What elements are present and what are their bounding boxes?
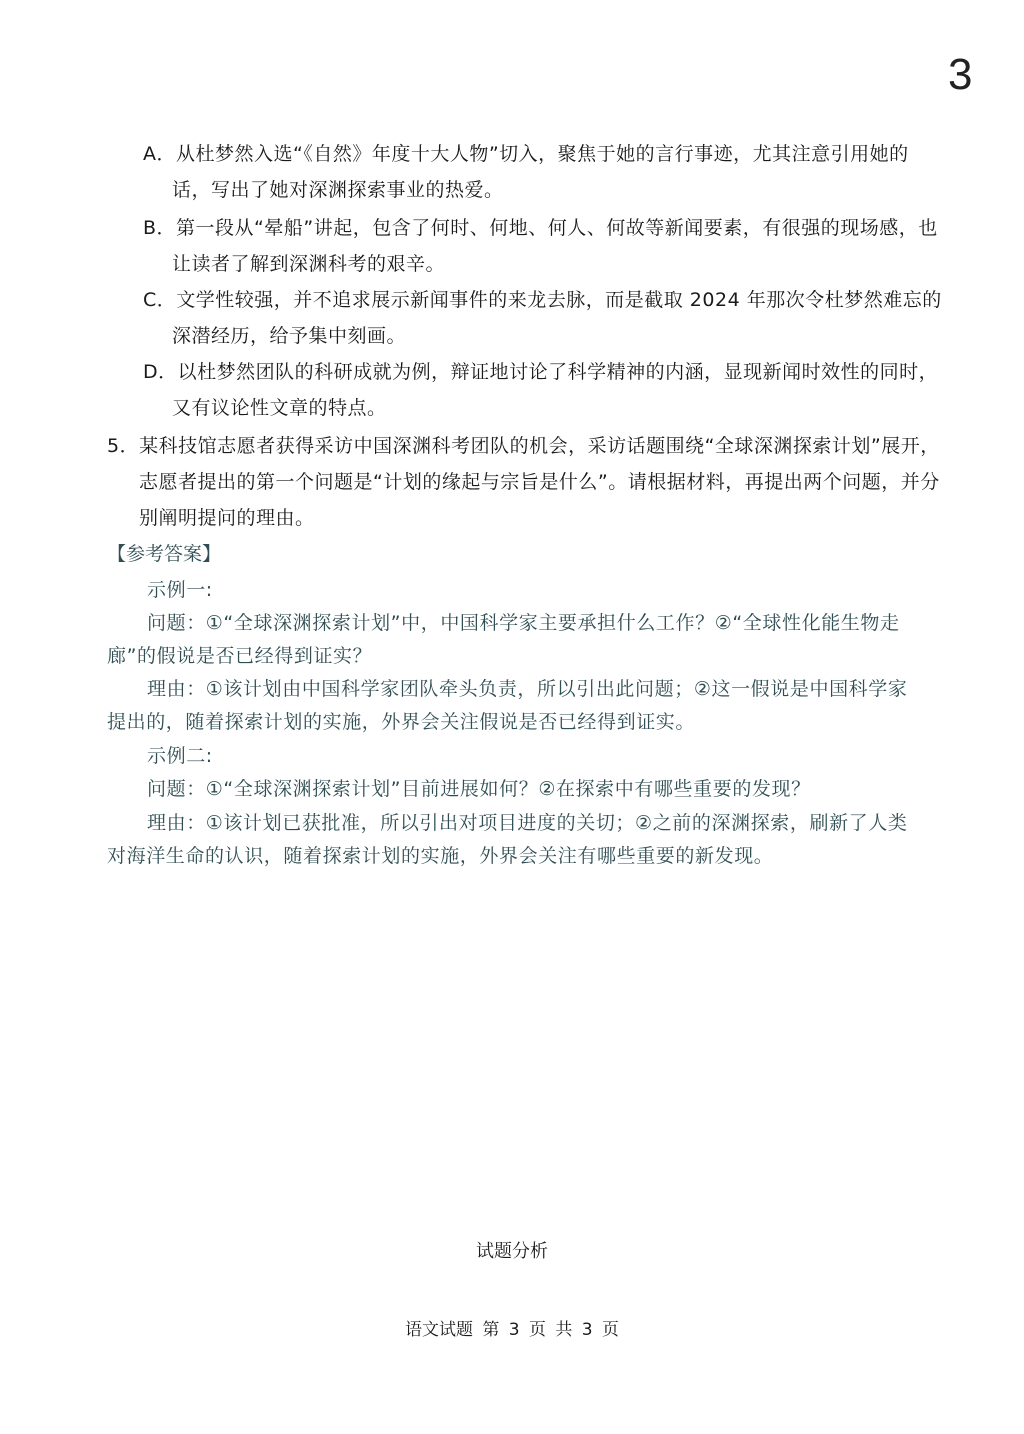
corner-page-number: 3	[948, 50, 973, 99]
example2-question: 问题：①“全球深渊探索计划”目前进展如何？②在探索中有哪些重要的发现？	[147, 778, 811, 800]
page-footer: 语文试题 第 3 页 共 3 页	[404, 1320, 620, 1340]
analysis-title: 试题分析	[476, 1241, 548, 1262]
option-d: D．以杜梦然团队的科研成就为例，辩证地讨论了科学精神的内涵，显现新闻时效性的同时，又有议论性文章的特点。	[143, 361, 939, 419]
example1-label: 示例一:	[147, 579, 213, 601]
option-a: A．从杜梦然入选“《自然》年度十大人物”切入，聚焦于她的言行事迹，尤其注意引用她的话，写出了她对深渊探索事业的热爱。	[143, 143, 909, 201]
option-b: B．第一段从“晕船”讲起，包含了何时、何地、何人、何故等新闻要素，有很强的现场感，也让读者了解到深渊科考的艰辛。	[143, 217, 938, 275]
option-c: C．文学性较强，并不追求展示新闻事件的来龙去脉，而是截取 2024 年那次令杜梦然难忘的深潜经历，给予集中刻画。	[143, 289, 942, 347]
example2-label: 示例二:	[147, 745, 213, 767]
question-5: 5．某科技馆志愿者获得采访中国深渊科考团队的机会，采访话题围绕“全球深渊探索计划”展开，志愿者提出的第一个问题是“计划的缘起与宗旨是什么”。请根据材料，再提出两个问题，并分别阐明提问的理由。	[107, 435, 940, 529]
example2-reason: 理由：①该计划已获批准，所以引出对项目进度的关切；②之前的深渊探索，刷新了人类对海洋生命的认识，随着探索计划的实施，外界会关注有哪些重要的新发现。	[107, 812, 908, 867]
answer-heading: 【参考答案】	[107, 543, 222, 565]
example1-question: 问题：①“全球深渊探索计划”中，中国科学家主要承担什么工作？②“全球性化能生物走廊”的假说是否已经得到证实？	[107, 612, 900, 667]
example1-reason: 理由：①该计划由中国科学家团队牵头负责，所以引出此问题；②这一假说是中国科学家提出的，随着探索计划的实施，外界会关注假说是否已经得到证实。	[107, 678, 908, 733]
